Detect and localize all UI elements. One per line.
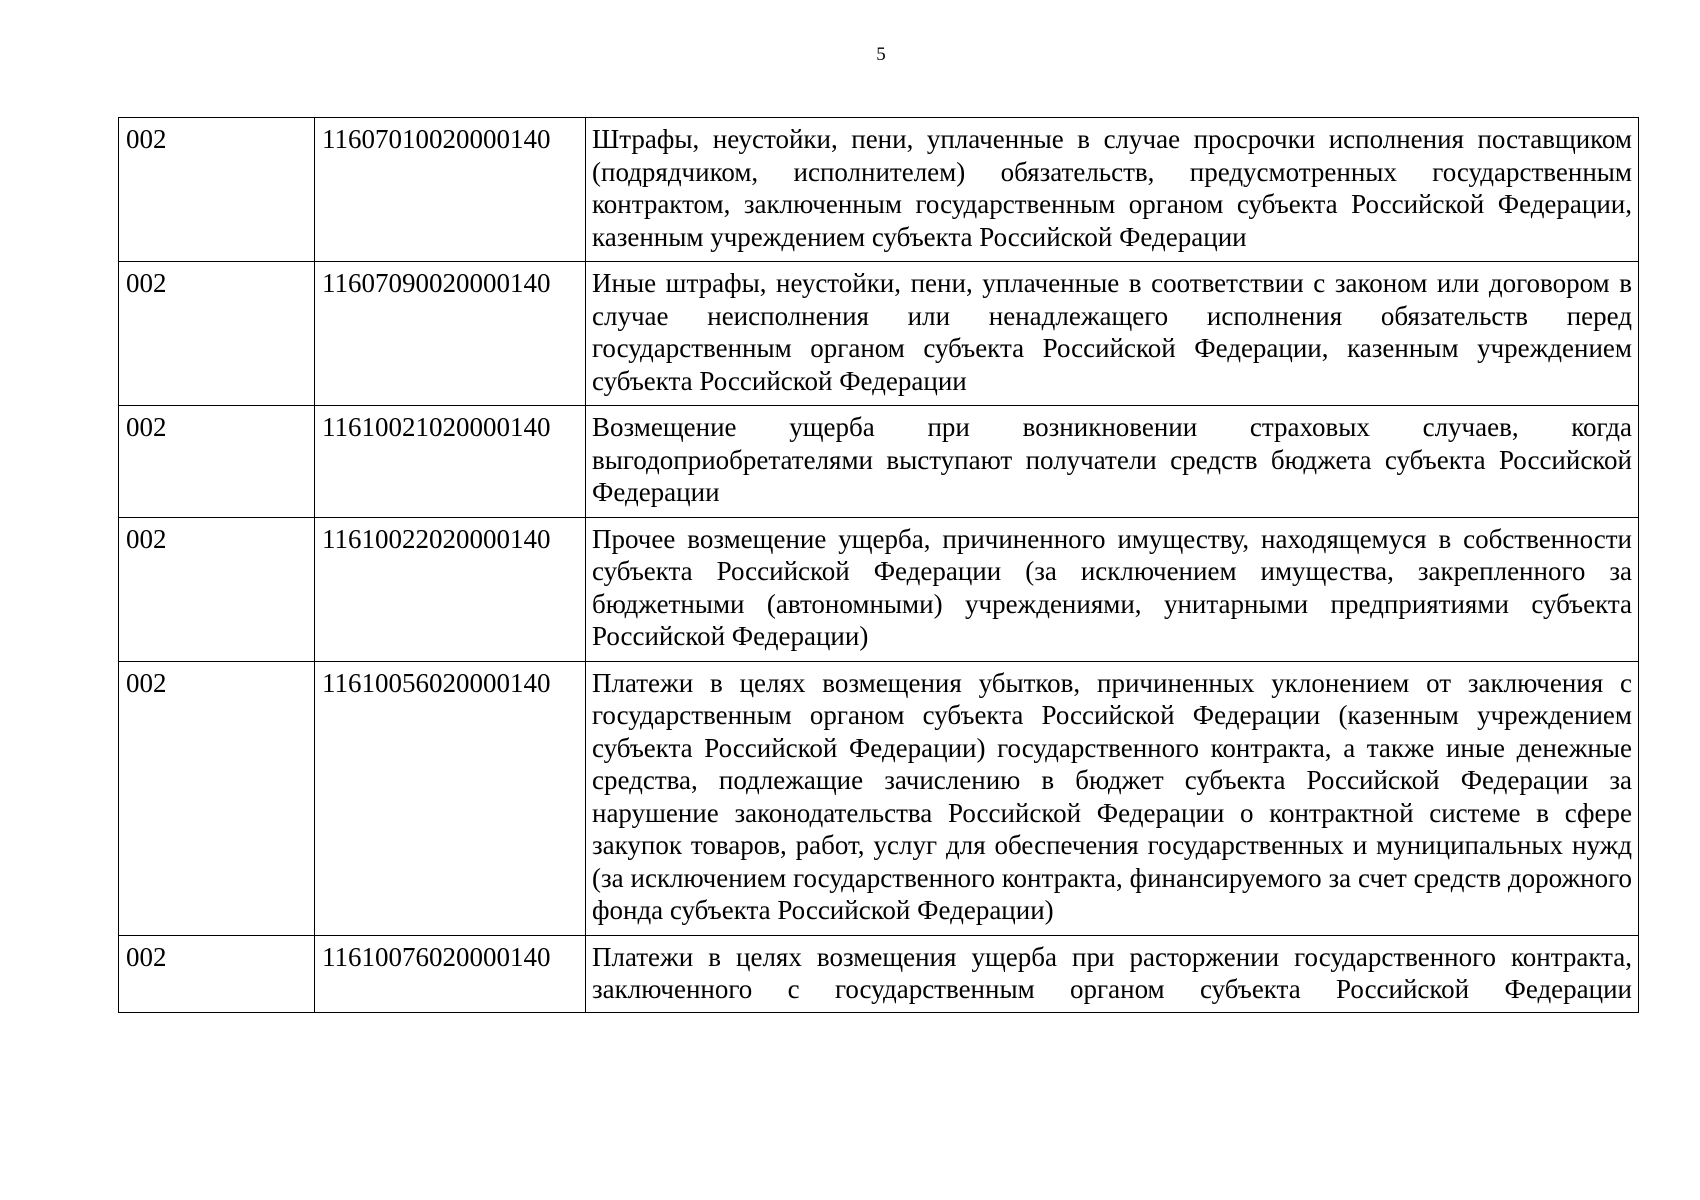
revenue-name-cell: Прочее возмещение ущерба, причиненного имуществу, находящемуся в собственности субъекта Российской Федерации (за исключением имущества, закрепленного за бюджетными (автономными) учреждениями, унитарными предприятиями субъекта Российской Федерации) <box>586 517 1639 661</box>
revenue-code-cell: 11610021020000140 <box>315 406 586 518</box>
table-row <box>119 262 1639 406</box>
table-row <box>119 517 1639 661</box>
revenue-codes-table <box>118 117 1639 1013</box>
table-row <box>119 661 1639 935</box>
page-number: 5 <box>876 44 886 65</box>
revenue-name-cell: Штрафы, неустойки, пени, уплаченные в случае просрочки исполнения поставщиком (подрядчиком, исполнителем) обязательств, предусмотренных государственным контрактом, заключенным государственным органом субъекта Российской Федерации, казенным учреждением субъекта Российской Федерации <box>586 118 1639 262</box>
table-row <box>119 935 1639 1012</box>
revenue-name-cell: Возмещение ущерба при возникновении страховых случаев, когда выгодоприобретателями выступают получатели средств бюджета субъекта Российской Федерации <box>586 406 1639 518</box>
revenue-code-cell: 11610022020000140 <box>315 517 586 661</box>
admin-code-cell: 002 <box>119 262 315 406</box>
table-row <box>119 406 1639 518</box>
admin-code-cell: 002 <box>119 118 315 262</box>
revenue-code-cell: 11607010020000140 <box>315 118 586 262</box>
admin-code-cell: 002 <box>119 661 315 935</box>
admin-code-cell: 002 <box>119 517 315 661</box>
revenue-name-cell: Иные штрафы, неустойки, пени, уплаченные в соответствии с законом или договором в случае неисполнения или ненадлежащего исполнения обязательств перед государственным органом субъекта Российской Федерации, казенным учреждением субъекта Российской Федерации <box>586 262 1639 406</box>
revenue-name-cell: Платежи в целях возмещения убытков, причиненных уклонением от заключения с государственным органом субъекта Российской Федерации (казенным учреждением субъекта Российской Федерации) государственного контракта, а также иные денежные средства, подлежащие зачислению в бюджет субъекта Российской Федерации за нарушение законодательства Российской Федерации о контрактной системе в сфере закупок товаров, работ, услуг для обеспечения государственных и муниципальных нужд (за исключением государственного контракта, финансируемого за счет средств дорожного фонда субъекта Российской Федерации) <box>586 661 1639 935</box>
admin-code-cell: 002 <box>119 935 315 1012</box>
admin-code-cell: 002 <box>119 406 315 518</box>
revenue-code-cell: 11610056020000140 <box>315 661 586 935</box>
revenue-code-cell: 11607090020000140 <box>315 262 586 406</box>
table-row <box>119 118 1639 262</box>
revenue-name-cell: Платежи в целях возмещения ущерба при расторжении государственного контракта, заключенного с государственным органом субъекта Российской Федерации <box>586 935 1639 1012</box>
revenue-code-cell: 11610076020000140 <box>315 935 586 1012</box>
